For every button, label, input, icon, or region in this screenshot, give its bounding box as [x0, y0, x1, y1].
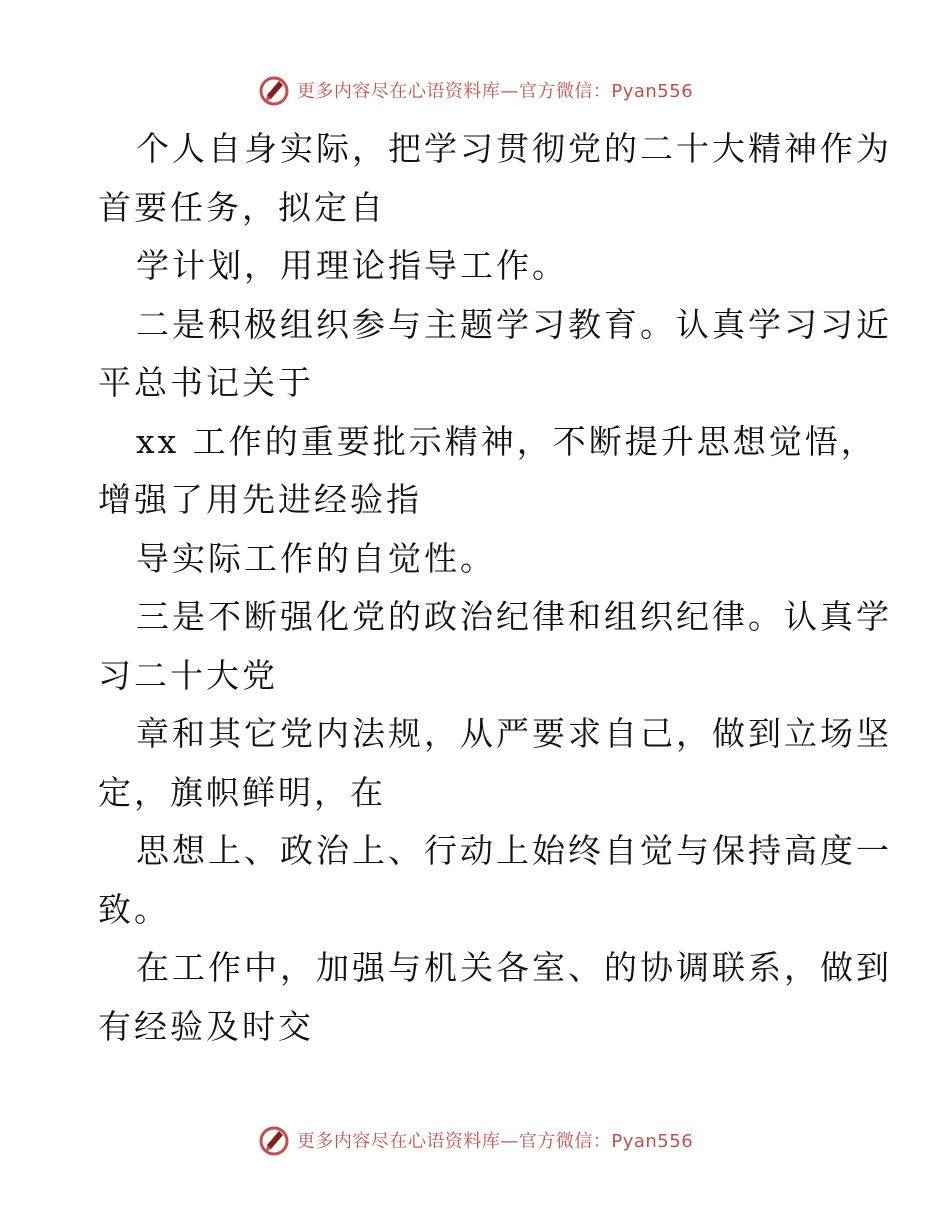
body-line: 在工作中，加强与机关各室、的协调联系，做到	[136, 948, 892, 987]
header-banner	[0, 70, 950, 110]
body-line: 二是积极组织参与主题学习教育。认真学习习近	[136, 304, 892, 344]
header-separator: —	[500, 81, 519, 102]
header-banner-text	[297, 77, 693, 103]
document-body	[98, 120, 892, 1056]
body-line: 有经验及时交	[98, 1006, 314, 1046]
body-line: 致。	[98, 889, 170, 929]
body-line: 章和其它党内法规，从严要求自己，做到立场坚	[136, 714, 892, 753]
footer-banner	[0, 1120, 950, 1160]
header-wechat-text: 官方微信：Pyan556	[518, 81, 694, 102]
footer-banner-text	[297, 1127, 693, 1153]
body-line: 平总书记关于	[98, 363, 314, 402]
body-line: xx 工作的重要批示精神，不断提升思想觉悟，	[136, 421, 877, 461]
body-line: 导实际工作的自觉性。	[136, 538, 496, 578]
footer-brand-text: 更多内容尽在心语资料库	[296, 1131, 501, 1152]
body-line: 首要任务，拟定自	[98, 187, 386, 227]
body-line: 习二十大党	[98, 655, 278, 695]
footer-wechat-text: 官方微信：Pyan556	[518, 1131, 694, 1152]
body-line: 定，旗帜鲜明，在	[98, 772, 386, 812]
pen-nib-circle-icon	[257, 1123, 291, 1157]
header-brand-text: 更多内容尽在心语资料库	[296, 81, 501, 102]
body-line: 三是不断强化党的政治纪律和组织纪律。认真学	[136, 597, 892, 636]
body-line: 思想上、政治上、行动上始终自觉与保持高度一	[136, 831, 892, 870]
body-line: 个人自身实际，把学习贯彻党的二十大精神作为	[136, 129, 892, 168]
footer-separator: —	[500, 1131, 519, 1152]
pen-nib-circle-icon	[257, 73, 291, 107]
body-line: 增强了用先进经验指	[98, 480, 422, 519]
body-line: 学计划，用理论指导工作。	[136, 246, 568, 285]
